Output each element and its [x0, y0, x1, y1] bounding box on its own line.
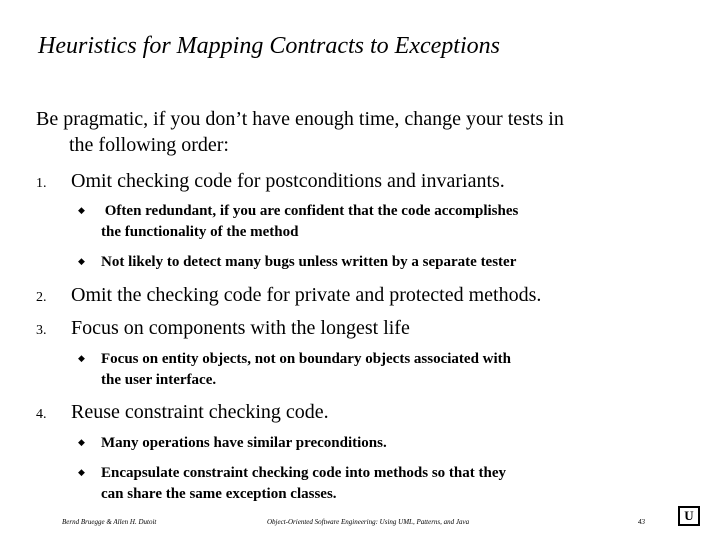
- list-item-number: 4.: [36, 407, 47, 422]
- sub-bullet-preconditions: [78, 432, 678, 454]
- list-item-text: Omit checking code for postconditions and invariants.: [71, 170, 505, 192]
- sub-bullet-line-1: Encapsulate constraint checking code into methods so that they: [101, 465, 507, 481]
- intro-paragraph: [36, 106, 696, 158]
- list-item-3: [36, 315, 410, 344]
- footer-page-number: 43: [638, 518, 645, 526]
- diamond-bullet-icon: ◆: [78, 437, 85, 447]
- list-item-text: Focus on components with the longest life: [71, 317, 410, 339]
- list-item-1: [36, 168, 505, 197]
- sub-bullet-bugs: [78, 251, 678, 273]
- intro-line-1: Be pragmatic, if you don’t have enough time, change your tests in: [36, 108, 564, 130]
- list-item-text: Reuse constraint checking code.: [71, 401, 329, 423]
- diamond-bullet-icon: ◆: [78, 353, 85, 363]
- list-item-text: Omit the checking code for private and protected methods.: [71, 284, 542, 306]
- sub-bullet-line-2: can share the same exception classes.: [101, 486, 337, 502]
- sub-bullet-line-1: Focus on entity objects, not on boundary objects associated with: [101, 351, 512, 367]
- footer-authors: Bernd Bruegge & Allen H. Dutoit: [62, 518, 157, 526]
- list-item-number: 2.: [36, 290, 47, 305]
- list-item-number: 3.: [36, 323, 47, 338]
- list-item-2: [36, 282, 541, 311]
- intro-line-2: the following order:: [69, 134, 229, 156]
- sub-bullet-entity-objects: [78, 348, 678, 391]
- sub-bullet-line-2: the user interface.: [101, 372, 217, 388]
- sub-bullet-redundant: [78, 200, 678, 243]
- sub-bullet-line-2: the functionality of the method: [101, 224, 299, 240]
- list-item-4: [36, 399, 329, 428]
- list-item-number: 1.: [36, 176, 47, 191]
- sub-bullet-encapsulate: [78, 462, 678, 505]
- diamond-bullet-icon: ◆: [78, 205, 85, 215]
- university-logo-icon: U: [678, 506, 700, 526]
- sub-bullet-line-1: Often redundant, if you are confident that the code accomplishes: [101, 203, 519, 219]
- footer-book-title: Object-Oriented Software Engineering: Using UML, Patterns, and Java: [267, 518, 470, 526]
- diamond-bullet-icon: ◆: [78, 467, 85, 477]
- sub-bullet-line-1: Many operations have similar preconditions.: [101, 435, 387, 451]
- diamond-bullet-icon: ◆: [78, 256, 85, 266]
- sub-bullet-line-1: Not likely to detect many bugs unless written by a separate tester: [101, 254, 517, 270]
- slide-title: Heuristics for Mapping Contracts to Exceptions: [38, 33, 500, 59]
